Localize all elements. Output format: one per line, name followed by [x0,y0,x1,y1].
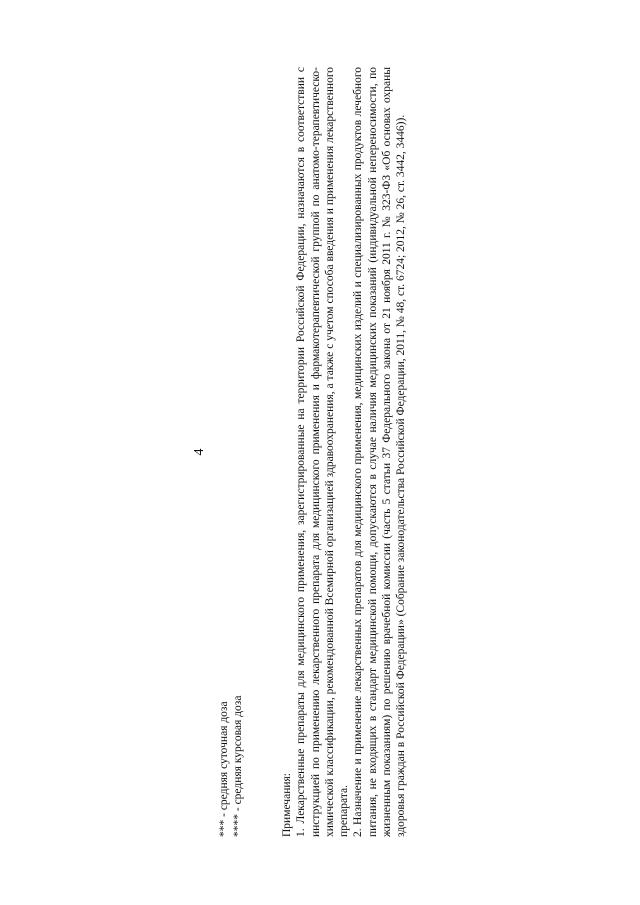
rotated-content [190,67,450,837]
notes-section [280,67,409,837]
footnote-daily-dose: *** - средняя суточная доза [218,701,230,837]
notes-heading: Примечания: [281,773,293,837]
note-item-1: 1. Лекарственные препараты для медицинского применения, зарегистрированные на территории Российской Федерации, назначаются в соответствии с инструкцией по применению лекарственного препарата для медицинского применения и фармакотерапевтической группой по анатомо-терапевтическо-химической классификации, рекомендованной Всемирной организацией здравоохранения, а также с учетом способа введения и применения лекарственного препарата. [295,67,351,837]
footnote-course-dose: **** - средняя курсовая доза [232,695,244,837]
note-item-2: 2. Назначение и применение лекарственных препаратов для медицинского применения, медицинских изделий и специализированных продуктов лечебного питания, не входящих в стандарт медицинской помощи, допускаются в случае наличия медицинских показаний (индивидуальной непереносимости, по жизненным показаниям) по решению врачебной комиссии (часть 5 статьи 37 Федерального закона от 21 ноября 2011 г. № 323-ФЗ «Об основах охраны здоровья граждан в Российской Федерации» (Собрание законодательства Российской Федерации, 2011, № 48, ст. 6724; 2012, № 26, ст. 3442, 3446)). [352,67,408,837]
page-number: 4 [192,448,207,456]
footnotes [217,637,245,837]
